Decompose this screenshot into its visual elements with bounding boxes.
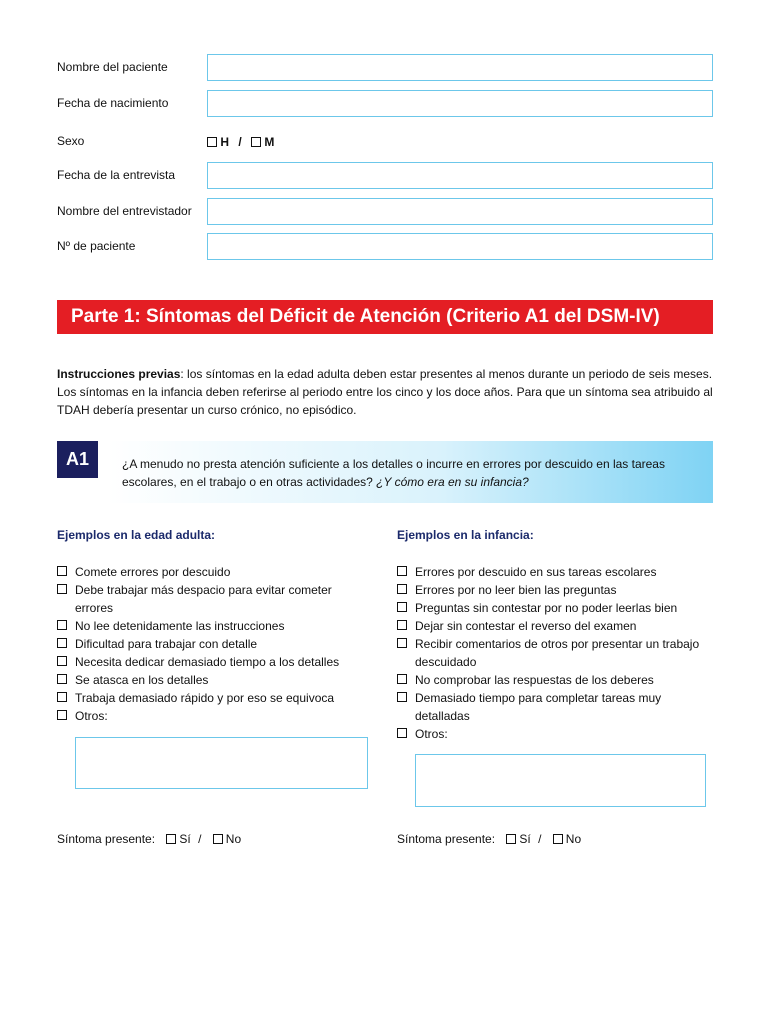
interview-date-input[interactable] [207, 162, 713, 189]
checkbox[interactable] [57, 710, 67, 720]
checkbox[interactable] [397, 674, 407, 684]
instructions-paragraph [57, 365, 717, 419]
adult-example-item[interactable] [57, 707, 357, 725]
adult-yes-label: Sí [179, 832, 191, 846]
child-present-separator: / [538, 832, 542, 846]
child-example-item[interactable] [397, 671, 713, 689]
adult-example-item[interactable] [57, 581, 357, 617]
checkbox[interactable] [57, 620, 67, 630]
interview-date-row [57, 162, 713, 189]
adult-examples-list [57, 563, 357, 725]
checkbox[interactable] [397, 692, 407, 702]
adult-example-label: Necesita dedicar demasiado tiempo a los detalles [75, 655, 340, 669]
adult-example-item[interactable] [57, 689, 357, 707]
adult-examples-title: Ejemplos en la edad adulta: [57, 528, 216, 542]
adult-example-label: Trabaja demasiado rápido y por eso se equivoca [75, 691, 335, 705]
sex-m-checkbox[interactable] [251, 137, 261, 147]
child-example-item[interactable] [397, 617, 713, 635]
patient-number-input[interactable] [207, 233, 713, 260]
checkbox[interactable] [57, 584, 67, 594]
child-example-item[interactable] [397, 563, 713, 581]
interviewer-input[interactable] [207, 198, 713, 225]
adult-example-label: Dificultad para trabajar con detalle [75, 637, 258, 651]
adult-example-item[interactable] [57, 563, 357, 581]
interviewer-row [57, 198, 713, 225]
child-examples-list [397, 563, 713, 743]
patient-number-row [57, 233, 713, 260]
adult-example-label: Comete errores por descuido [75, 565, 231, 579]
child-example-item[interactable] [397, 581, 713, 599]
adult-example-label: Debe trabajar más despacio para evitar cometer errores [75, 583, 332, 615]
a1-question-text: ¿A menudo no presta atención suficiente a los detalles o incurre en errores por descuido en las tareas escolares, en el trabajo o en otras actividades? [122, 457, 665, 489]
sex-options [207, 134, 274, 149]
child-example-item[interactable] [397, 725, 713, 743]
adult-present-separator: / [198, 832, 202, 846]
child-example-label: Preguntas sin contestar por no poder leerlas bien [415, 601, 678, 615]
adult-example-item[interactable] [57, 635, 357, 653]
adult-example-label: Otros: [75, 709, 108, 723]
child-yes-label: Sí [519, 832, 531, 846]
child-examples-title: Ejemplos en la infancia: [397, 528, 534, 542]
sex-row [57, 128, 713, 155]
checkbox[interactable] [57, 566, 67, 576]
patient-number-label: Nº de paciente [57, 239, 136, 253]
checkbox[interactable] [57, 674, 67, 684]
adult-no-checkbox[interactable] [213, 834, 223, 844]
adult-no-label: No [225, 832, 242, 846]
child-example-label: Recibir comentarios de otros por presentar un trabajo descuidado [415, 637, 700, 669]
adult-example-label: No lee detenidamente las instrucciones [75, 619, 285, 633]
sex-m-label: M [264, 134, 275, 149]
sex-label: Sexo [57, 134, 85, 148]
child-example-label: Errores por descuido en sus tareas escolares [415, 565, 657, 579]
adult-example-item[interactable] [57, 671, 357, 689]
part1-title-banner: Parte 1: Síntomas del Déficit de Atención (Criterio A1 del DSM-IV) [57, 300, 713, 334]
child-example-label: Demasiado tiempo para completar tareas muy detalladas [415, 691, 662, 723]
child-example-label: Otros: [415, 727, 448, 741]
a1-badge: A1 [57, 441, 98, 478]
child-example-item[interactable] [397, 635, 713, 671]
adult-yes-checkbox[interactable] [166, 834, 176, 844]
checkbox[interactable] [397, 638, 407, 648]
adult-symptom-present [57, 832, 241, 846]
patient-name-input[interactable] [207, 54, 713, 81]
checkbox[interactable] [397, 566, 407, 576]
child-symptom-present [397, 832, 581, 846]
child-present-label: Síntoma presente: [397, 832, 496, 846]
child-yes-checkbox[interactable] [506, 834, 516, 844]
adult-example-item[interactable] [57, 617, 357, 635]
patient-name-label: Nombre del paciente [57, 60, 168, 74]
adult-example-label: Se atasca en los detalles [75, 673, 209, 687]
child-example-item[interactable] [397, 689, 713, 725]
checkbox[interactable] [397, 728, 407, 738]
child-no-label: No [565, 832, 582, 846]
checkbox[interactable] [397, 620, 407, 630]
a1-question-box [108, 441, 713, 503]
interview-date-label: Fecha de la entrevista [57, 168, 176, 182]
checkbox[interactable] [57, 656, 67, 666]
instructions-text: : los síntomas en la edad adulta deben estar presentes al menos durante un periodo de seis meses. Los síntomas en la infancia deben referirse al periodo entre los cinco y los doce años. Para que un síntoma sea atribuido al TDAH debería presentar un curso crónico, no episódico. [57, 367, 713, 417]
birth-date-input[interactable] [207, 90, 713, 117]
birth-date-label: Fecha de nacimiento [57, 96, 169, 110]
birth-date-row [57, 90, 713, 117]
checkbox[interactable] [397, 584, 407, 594]
adult-present-label: Síntoma presente: [57, 832, 156, 846]
child-otros-input[interactable] [415, 754, 706, 807]
sex-h-label: H [220, 134, 230, 149]
sex-separator: / [238, 134, 242, 149]
instructions-heading: Instrucciones previas [57, 367, 181, 381]
child-example-label: Errores por no leer bien las preguntas [415, 583, 617, 597]
checkbox[interactable] [397, 602, 407, 612]
checkbox[interactable] [57, 638, 67, 648]
adult-example-item[interactable] [57, 653, 357, 671]
child-example-label: Dejar sin contestar el reverso del examen [415, 619, 637, 633]
sex-h-checkbox[interactable] [207, 137, 217, 147]
patient-name-row [57, 54, 713, 81]
interviewer-label: Nombre del entrevistador [57, 204, 192, 218]
a1-question-childhood: ¿Y cómo era en su infancia? [376, 475, 529, 489]
adult-otros-input[interactable] [75, 737, 368, 789]
child-example-label: No comprobar las respuestas de los deberes [415, 673, 654, 687]
child-no-checkbox[interactable] [553, 834, 563, 844]
child-example-item[interactable] [397, 599, 713, 617]
checkbox[interactable] [57, 692, 67, 702]
